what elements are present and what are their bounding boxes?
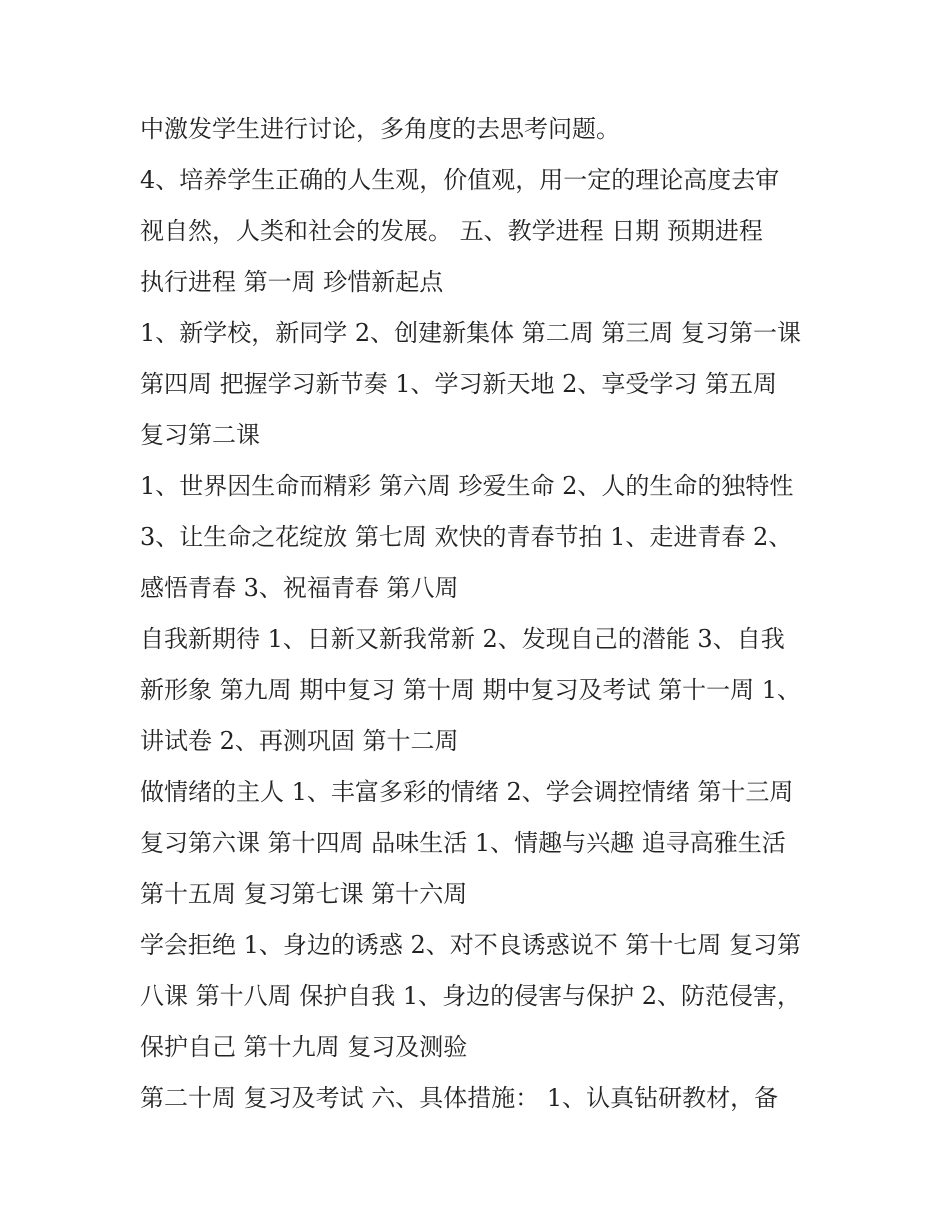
text-line: 做情绪的主人 1、丰富多彩的情绪 2、学会调控情绪 第十三周 — [140, 778, 794, 806]
text-line: 学会拒绝 1、身边的诱惑 2、对不良诱惑说不 第十七周 复习第 — [140, 931, 802, 959]
text-line: 感悟青春 3、祝福青春 第八周 — [140, 574, 459, 602]
text-line: 视自然，人类和社会的发展。 五、教学进程 日期 预期进程 — [140, 217, 763, 245]
text-line: 保护自己 第十九周 复习及测验 — [140, 1033, 468, 1061]
text-line: 4、培养学生正确的人生观，价值观，用一定的理论高度去审 — [140, 166, 780, 194]
text-line: 复习第二课 — [140, 421, 260, 449]
text-line: 第二十周 复习及考试 六、具体措施： 1、认真钻研教材，备 — [140, 1084, 779, 1112]
text-line: 讲试卷 2、再测巩固 第十二周 — [140, 727, 459, 755]
text-line: 1、新学校，新同学 2、创建新集体 第二周 第三周 复习第一课 — [140, 319, 802, 347]
text-line: 执行进程 第一周 珍惜新起点 — [140, 268, 444, 296]
text-line: 复习第六课 第十四周 品味生活 1、情趣与兴趣 追寻高雅生活 — [140, 829, 786, 857]
text-line: 3、让生命之花绽放 第七周 欢快的青春节拍 1、走进青春 2、 — [140, 523, 793, 551]
document-body — [140, 104, 820, 1124]
text-line: 第十五周 复习第七课 第十六周 — [140, 880, 468, 908]
text-line: 自我新期待 1、日新又新我常新 2、发现自己的潜能 3、自我 — [140, 625, 785, 653]
text-line: 中激发学生进行讨论，多角度的去思考问题。 — [140, 115, 620, 143]
text-line: 新形象 第九周 期中复习 第十周 期中复习及考试 第十一周 1、 — [140, 676, 802, 704]
text-line: 1、世界因生命而精彩 第六周 珍爱生命 2、人的生命的独特性 — [140, 472, 794, 500]
text-line: 八课 第十八周 保护自我 1、身边的侵害与保护 2、防范侵害， — [140, 982, 802, 1010]
text-line: 第四周 把握学习新节奏 1、学习新天地 2、享受学习 第五周 — [140, 370, 778, 398]
